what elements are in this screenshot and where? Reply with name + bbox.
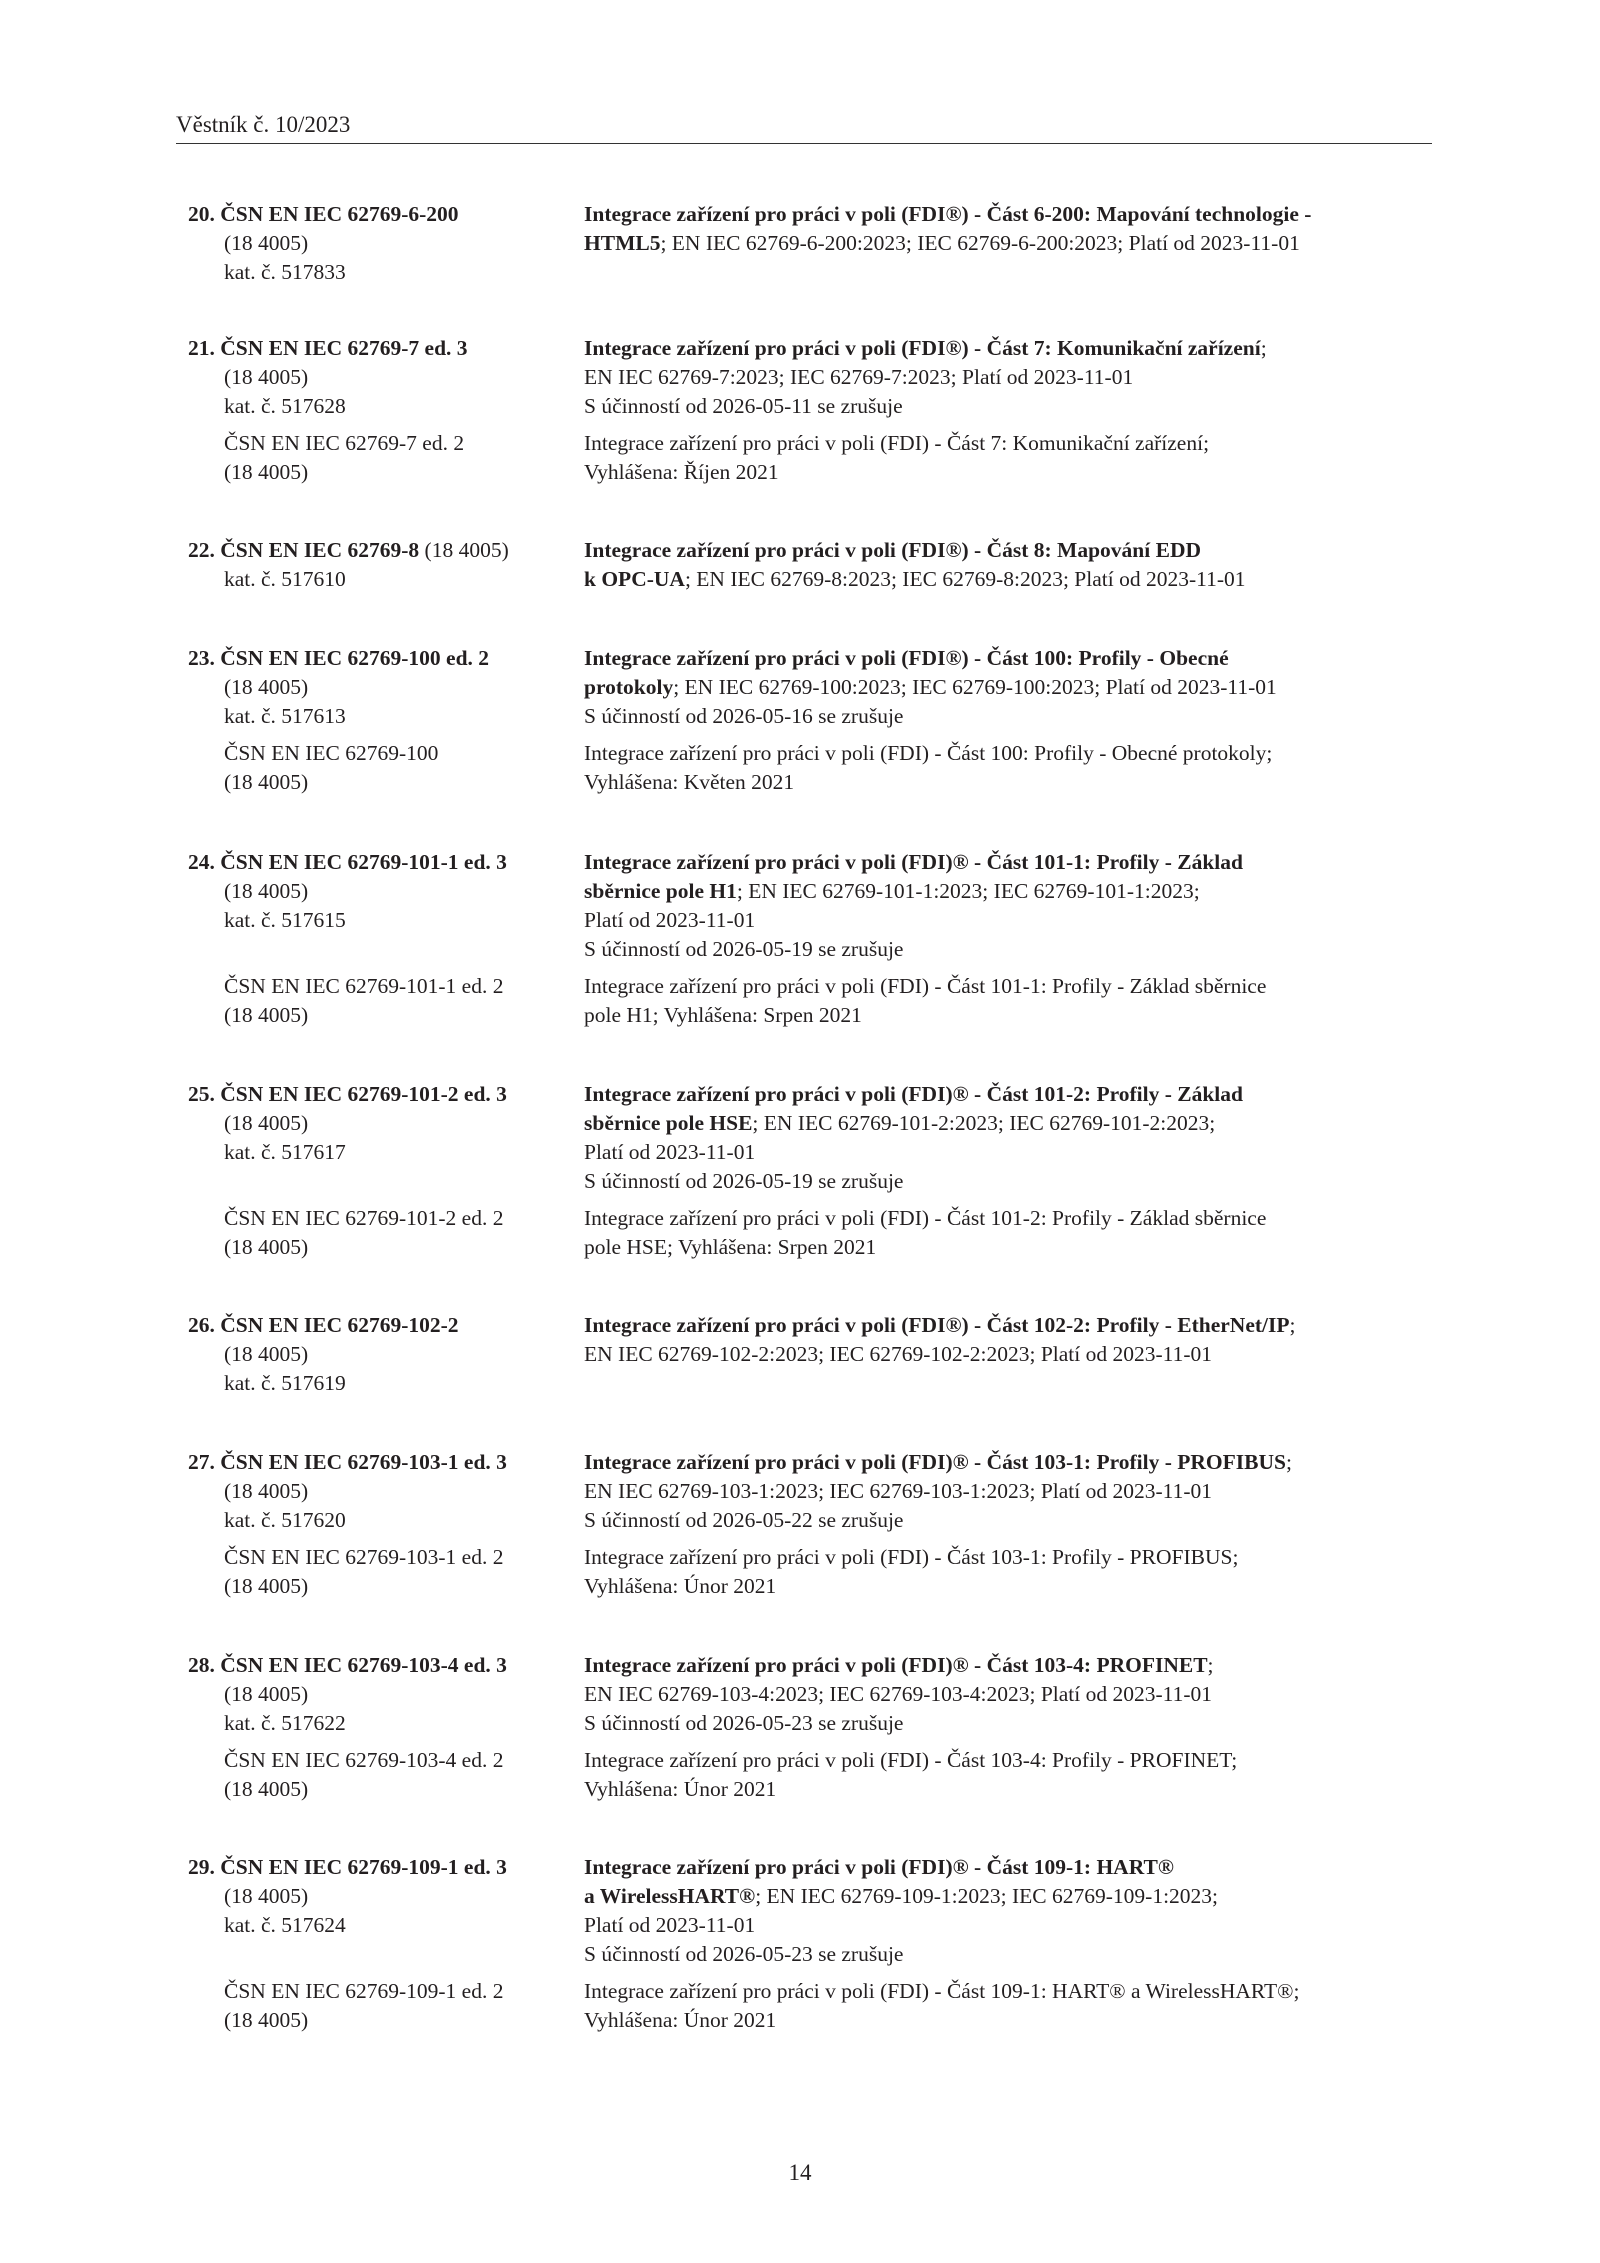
page-header: [176, 112, 1432, 144]
standard-code-line: [188, 1080, 507, 1109]
standard-code-line: [188, 1853, 507, 1882]
standard-code-line: [188, 1448, 507, 1477]
standard-meta: (18 4005): [224, 879, 309, 903]
entry-number: 23.: [188, 646, 215, 670]
standard-code-line: [188, 848, 507, 877]
standard-title-line: [584, 200, 1311, 229]
title-bold: sběrnice pole H1: [584, 879, 737, 903]
standard-meta: (18 4005): [224, 365, 309, 389]
title-rest: ; EN IEC 62769-100:2023; IEC 62769-100:2023; Platí od 2023-11-01: [673, 675, 1277, 699]
standard-title-line: [584, 1882, 1218, 1911]
standard-title-line: [584, 1080, 1243, 1109]
standard-title-line: [584, 1138, 755, 1167]
page-footer: [0, 2160, 1600, 2186]
title-bold: Integrace zařízení pro práci v poli (FDI®) - Část 100: Profily - Obecné: [584, 646, 1229, 670]
standard-title-line: [584, 536, 1201, 565]
entry-number: 20.: [188, 202, 215, 226]
replaced-standard-title: pole H1; Vyhlášena: Srpen 2021: [584, 1003, 862, 1027]
title-bold: protokoly: [584, 675, 674, 699]
replaced-standard-meta: (18 4005): [224, 1235, 309, 1259]
standard-designation: ČSN EN IEC 62769-101-2 ed. 3: [220, 1082, 507, 1106]
standard-code: [188, 1450, 507, 1474]
replaced-standard-code: ČSN EN IEC 62769-109-1 ed. 2: [224, 1979, 504, 2003]
standard-code: [188, 1653, 507, 1677]
replacement-notice: S účinností od 2026-05-23 se zrušuje: [584, 1711, 904, 1735]
title-rest: Platí od 2023-11-01: [584, 1140, 756, 1164]
replaced-standard-meta: (18 4005): [224, 1003, 309, 1027]
replaced-standard-code: ČSN EN IEC 62769-103-4 ed. 2: [224, 1748, 504, 1772]
standard-code-line: [188, 1651, 507, 1680]
standard-code: [188, 202, 459, 226]
standard-title-line: [584, 1651, 1214, 1680]
standard-title-line: [584, 565, 1246, 594]
title-rest: ;: [1260, 336, 1267, 360]
entry-number: 24.: [188, 850, 215, 874]
replaced-standard-title: Vyhlášena: Květen 2021: [584, 770, 795, 794]
replaced-standard-code: ČSN EN IEC 62769-101-2 ed. 2: [224, 1206, 504, 1230]
standard-title-line: [584, 877, 1200, 906]
title-rest: ;: [1289, 1313, 1296, 1337]
standard-designation: ČSN EN IEC 62769-6-200: [220, 202, 459, 226]
standard-designation: ČSN EN IEC 62769-8: [220, 538, 420, 562]
replaced-standard-title: Integrace zařízení pro práci v poli (FDI) - Část 103-4: Profily - PROFINET;: [584, 1748, 1238, 1772]
standard-title-line: [584, 334, 1267, 363]
standard-code-line: [188, 644, 489, 673]
replacement-notice: S účinností od 2026-05-22 se zrušuje: [584, 1508, 904, 1532]
standard-code: [188, 336, 468, 360]
standard-title-line: [584, 644, 1229, 673]
replaced-standard-meta: (18 4005): [224, 2008, 309, 2032]
standard-title-line: [584, 1911, 755, 1940]
standard-designation: ČSN EN IEC 62769-101-1 ed. 3: [220, 850, 507, 874]
standard-title-line: [584, 229, 1300, 258]
replaced-standard-title: Integrace zařízení pro práci v poli (FDI) - Část 103-1: Profily - PROFIBUS;: [584, 1545, 1239, 1569]
title-bold: HTML5: [584, 231, 661, 255]
standard-meta: (18 4005): [224, 675, 309, 699]
replaced-standard-title: Integrace zařízení pro práci v poli (FDI) - Část 100: Profily - Obecné protokoly;: [584, 741, 1273, 765]
standard-title-line: [584, 1311, 1296, 1340]
title-bold: Integrace zařízení pro práci v poli (FDI)® - Část 109-1: HART®: [584, 1855, 1174, 1879]
title-bold: a WirelessHART®: [584, 1884, 756, 1908]
standard-meta: (18 4005): [224, 1111, 309, 1135]
entry-number: 26.: [188, 1313, 215, 1337]
standard-title-line: [584, 1109, 1215, 1138]
replaced-standard-title: Integrace zařízení pro práci v poli (FDI) - Část 101-1: Profily - Základ sběrnice: [584, 974, 1267, 998]
standard-title-line: [584, 848, 1243, 877]
page-number: 14: [788, 2160, 812, 2185]
standard-meta: kat. č. 517620: [224, 1508, 346, 1532]
header-title: Věstník č. 10/2023: [176, 112, 351, 137]
standard-code: [188, 538, 419, 562]
title-bold: Integrace zařízení pro práci v poli (FDI)® - Část 101-2: Profily - Základ: [584, 1082, 1243, 1106]
entry-number: 28.: [188, 1653, 215, 1677]
replaced-standard-code: ČSN EN IEC 62769-7 ed. 2: [224, 431, 465, 455]
standard-meta: kat. č. 517833: [224, 260, 346, 284]
title-bold: k OPC-UA: [584, 567, 685, 591]
standard-code-line: [188, 1311, 459, 1340]
title-rest: ; EN IEC 62769-101-2:2023; IEC 62769-101-2:2023;: [752, 1111, 1216, 1135]
standard-code: [188, 850, 507, 874]
standard-title-line: [584, 1853, 1174, 1882]
title-bold: Integrace zařízení pro práci v poli (FDI)® - Část 103-1: Profily - PROFIBUS: [584, 1450, 1286, 1474]
standard-title-line: [584, 1448, 1292, 1477]
title-rest: ; EN IEC 62769-8:2023; IEC 62769-8:2023; Platí od 2023-11-01: [684, 567, 1246, 591]
title-rest: ; EN IEC 62769-6-200:2023; IEC 62769-6-200:2023; Platí od 2023-11-01: [660, 231, 1300, 255]
replaced-standard-title: pole HSE; Vyhlášena: Srpen 2021: [584, 1235, 877, 1259]
standard-code: [188, 1855, 507, 1879]
replacement-notice: S účinností od 2026-05-16 se zrušuje: [584, 704, 904, 728]
standard-meta: (18 4005): [224, 231, 309, 255]
standard-meta: kat. č. 517619: [224, 1371, 346, 1395]
title-bold: Integrace zařízení pro práci v poli (FDI)® - Část 103-4: PROFINET: [584, 1653, 1208, 1677]
title-bold: Integrace zařízení pro práci v poli (FDI®) - Část 6-200: Mapování technologie -: [584, 202, 1312, 226]
title-rest: EN IEC 62769-102-2:2023; IEC 62769-102-2:2023; Platí od 2023-11-01: [584, 1342, 1213, 1366]
entry-number: 25.: [188, 1082, 215, 1106]
entry-number: 27.: [188, 1450, 215, 1474]
standard-designation: ČSN EN IEC 62769-103-1 ed. 3: [220, 1450, 507, 1474]
standard-designation: ČSN EN IEC 62769-7 ed. 3: [220, 336, 468, 360]
standard-meta: kat. č. 517628: [224, 394, 346, 418]
entry-number: 21.: [188, 336, 215, 360]
replaced-standard-title: Vyhlášena: Únor 2021: [584, 1777, 777, 1801]
replaced-standard-title: Integrace zařízení pro práci v poli (FDI) - Část 109-1: HART® a WirelessHART®;: [584, 1979, 1300, 2003]
title-rest: EN IEC 62769-103-4:2023; IEC 62769-103-4:2023; Platí od 2023-11-01: [584, 1682, 1213, 1706]
standard-designation: ČSN EN IEC 62769-103-4 ed. 3: [220, 1653, 507, 1677]
replaced-standard-title: Integrace zařízení pro práci v poli (FDI) - Část 7: Komunikační zařízení;: [584, 431, 1210, 455]
title-bold: sběrnice pole HSE: [584, 1111, 753, 1135]
standard-meta: kat. č. 517622: [224, 1711, 346, 1735]
standard-code: [188, 1082, 507, 1106]
standard-code-line: [188, 334, 468, 363]
standard-title-line: [584, 363, 1133, 392]
standard-meta: kat. č. 517617: [224, 1140, 346, 1164]
title-rest: ; EN IEC 62769-101-1:2023; IEC 62769-101-1:2023;: [736, 879, 1200, 903]
classification-code: (18 4005): [419, 538, 509, 562]
replaced-standard-meta: (18 4005): [224, 460, 309, 484]
standard-meta: kat. č. 517613: [224, 704, 346, 728]
replaced-standard-meta: (18 4005): [224, 1574, 309, 1598]
replacement-notice: S účinností od 2026-05-19 se zrušuje: [584, 1169, 904, 1193]
standard-meta: (18 4005): [224, 1342, 309, 1366]
standard-meta: (18 4005): [224, 1682, 309, 1706]
standard-meta: kat. č. 517610: [224, 567, 346, 591]
standard-code: [188, 1313, 459, 1337]
standard-meta: (18 4005): [224, 1479, 309, 1503]
title-rest: ; EN IEC 62769-109-1:2023; IEC 62769-109-1:2023;: [755, 1884, 1219, 1908]
standard-code-line: [188, 200, 459, 229]
replaced-standard-title: Vyhlášena: Únor 2021: [584, 2008, 777, 2032]
title-bold: Integrace zařízení pro práci v poli (FDI®) - Část 8: Mapování EDD: [584, 538, 1201, 562]
entry-number: 22.: [188, 538, 215, 562]
replaced-standard-code: ČSN EN IEC 62769-100: [224, 741, 439, 765]
standard-meta: (18 4005): [224, 1884, 309, 1908]
standard-code: [188, 646, 489, 670]
replaced-standard-code: ČSN EN IEC 62769-101-1 ed. 2: [224, 974, 504, 998]
title-rest: ;: [1207, 1653, 1214, 1677]
title-bold: Integrace zařízení pro práci v poli (FDI)® - Část 101-1: Profily - Základ: [584, 850, 1243, 874]
standard-designation: ČSN EN IEC 62769-100 ed. 2: [220, 646, 490, 670]
standard-title-line: [584, 1340, 1212, 1369]
title-rest: ;: [1285, 1450, 1292, 1474]
standard-meta: kat. č. 517624: [224, 1913, 346, 1937]
replaced-standard-title: Vyhlášena: Říjen 2021: [584, 460, 779, 484]
standard-title-line: [584, 906, 755, 935]
standard-title-line: [584, 1680, 1212, 1709]
replacement-notice: S účinností od 2026-05-23 se zrušuje: [584, 1942, 904, 1966]
title-bold: Integrace zařízení pro práci v poli (FDI®) - Část 7: Komunikační zařízení: [584, 336, 1261, 360]
replaced-standard-code: ČSN EN IEC 62769-103-1 ed. 2: [224, 1545, 504, 1569]
entry-number: 29.: [188, 1855, 215, 1879]
replaced-standard-title: Integrace zařízení pro práci v poli (FDI) - Část 101-2: Profily - Základ sběrnice: [584, 1206, 1267, 1230]
standard-designation: ČSN EN IEC 62769-102-2: [220, 1313, 459, 1337]
replacement-notice: S účinností od 2026-05-19 se zrušuje: [584, 937, 904, 961]
standard-meta: kat. č. 517615: [224, 908, 346, 932]
replacement-notice: S účinností od 2026-05-11 se zrušuje: [584, 394, 903, 418]
title-rest: Platí od 2023-11-01: [584, 908, 756, 932]
replaced-standard-meta: (18 4005): [224, 770, 309, 794]
standard-title-line: [584, 1477, 1212, 1506]
standard-designation: ČSN EN IEC 62769-109-1 ed. 3: [220, 1855, 507, 1879]
title-rest: EN IEC 62769-7:2023; IEC 62769-7:2023; Platí od 2023-11-01: [584, 365, 1134, 389]
replaced-standard-title: Vyhlášena: Únor 2021: [584, 1574, 777, 1598]
title-rest: EN IEC 62769-103-1:2023; IEC 62769-103-1:2023; Platí od 2023-11-01: [584, 1479, 1213, 1503]
title-rest: Platí od 2023-11-01: [584, 1913, 756, 1937]
standard-title-line: [584, 673, 1277, 702]
title-bold: Integrace zařízení pro práci v poli (FDI®) - Část 102-2: Profily - EtherNet/IP: [584, 1313, 1290, 1337]
replaced-standard-meta: (18 4005): [224, 1777, 309, 1801]
standard-code-line: [188, 536, 509, 565]
